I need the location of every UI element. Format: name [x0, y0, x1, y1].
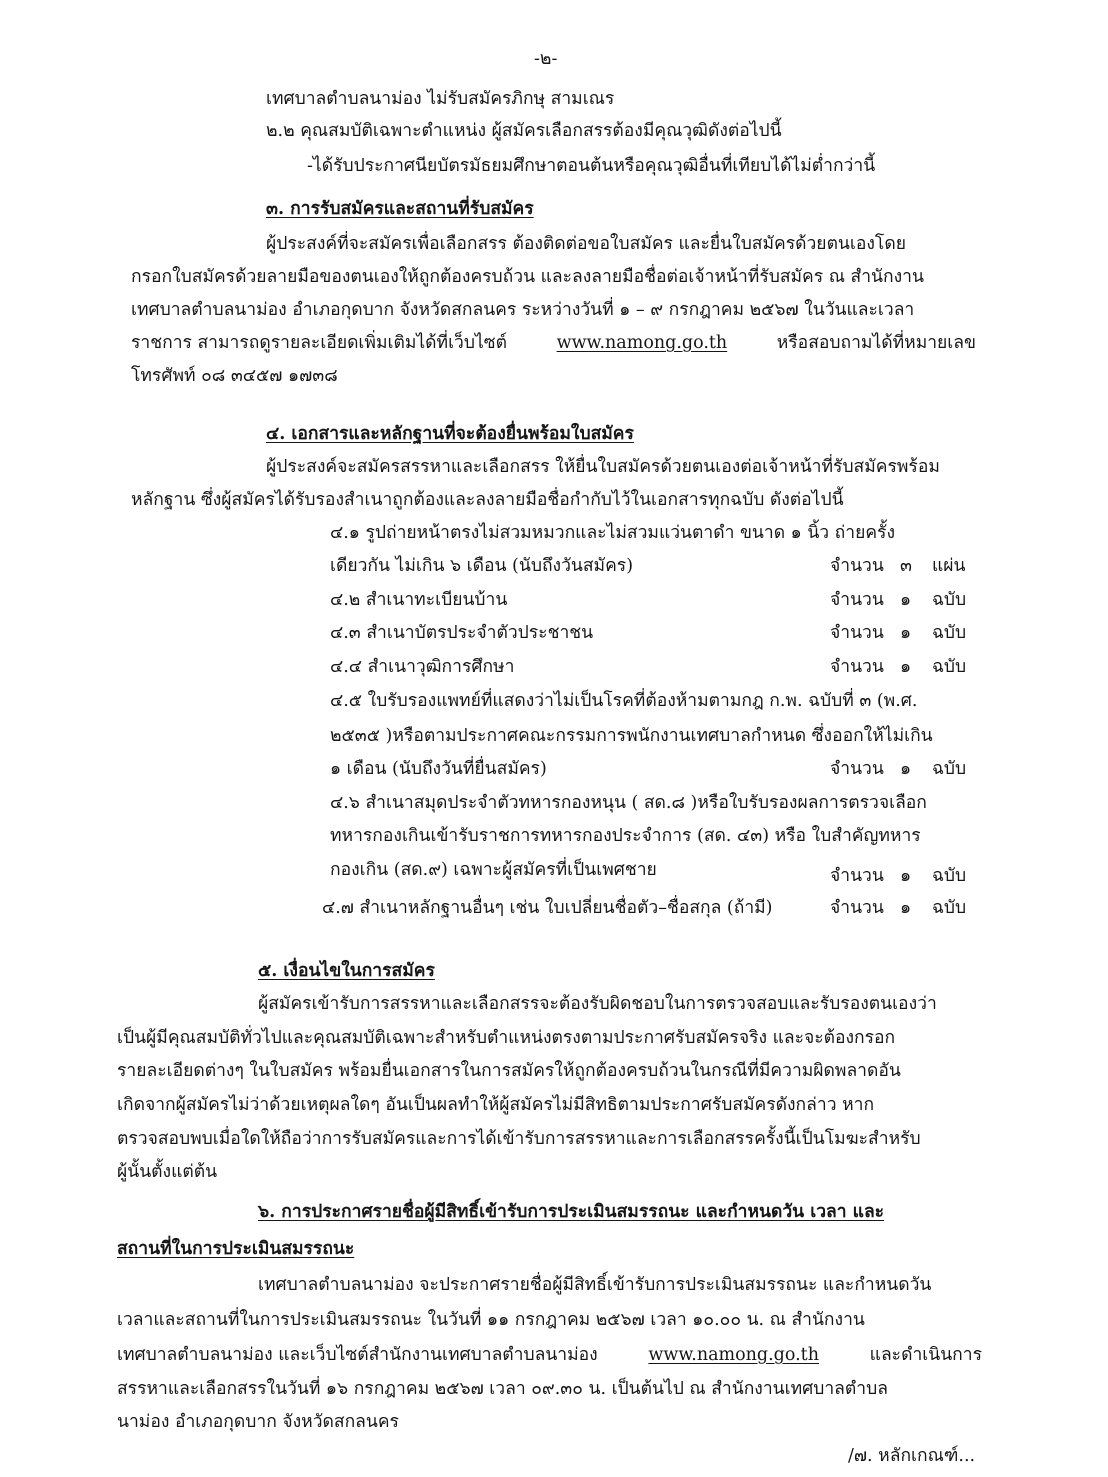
section5-line-1: ผู้สมัครเข้ารับการสรรหาและเลือกสรรจะต้องรับผิดชอบในการตรวจสอบและรับรองตนเองว่า — [258, 994, 937, 1014]
quantity-label: จำนวน — [830, 866, 884, 886]
section4-line-1: ผู้ประสงค์จะสมัครสรรหาและเลือกสรร ให้ยื่นใบสมัครด้วยตนเองต่อเจ้าหน้าที่รับสมัครพร้อม — [266, 457, 940, 477]
doc-item-4-7: ๔.๗ สำเนาหลักฐานอื่นๆ เช่น ใบเปลี่ยนชื่อตัว–ชื่อสกุล (ถ้ามี) — [322, 898, 773, 918]
doc-item-4-3: ๔.๓ สำเนาบัตรประจำตัวประชาชน — [330, 623, 594, 643]
section3-heading: ๓. การรับสมัครและสถานที่รับสมัคร — [266, 199, 534, 219]
quantity-value: ๓ — [900, 556, 912, 576]
doc-item-4-5-line-2: ๒๕๓๕ )หรือตามประกาศคณะกรรมการพนักงานเทศบาลกำหนด ซึ่งออกให้ไม่เกิน — [330, 726, 933, 746]
section6-line-2: เวลาและสถานที่ในการประเมินสมรรถนะ ในวันที่ ๑๑ กรกฎาคม ๒๕๖๗ เวลา ๑๐.๐๐ น. ณ สำนักงาน — [117, 1310, 865, 1330]
doc-item-4-1-line-2: เดียวกัน ไม่เกิน ๖ เดือน (นับถึงวันสมัคร) — [330, 556, 634, 576]
section5-line-3: รายละเอียดต่างๆ ในใบสมัคร พร้อมยื่นเอกสารในการสมัครให้ถูกต้องครบถ้วนในกรณีที่มีความผิดพลาดอัน — [117, 1061, 901, 1081]
quantity-value: ๑ — [900, 590, 912, 610]
page-number: -๒- — [534, 49, 558, 69]
quantity-value: ๑ — [900, 759, 912, 779]
intro-line-2: ๒.๒ คุณสมบัติเฉพาะตำแหน่ง ผู้สมัครเลือกสรรต้องมีคุณวุฒิดังต่อไปนี้ — [266, 121, 782, 141]
section5-line-2: เป็นผู้มีคุณสมบัติทั่วไปและคุณสมบัติเฉพาะสำหรับตำแหน่งตรงตามประกาศรับสมัครจริง และจะต้องกรอก — [117, 1028, 896, 1048]
doc-item-4-6-line-3: กองเกิน (สด.๙) เฉพาะผู้สมัครที่เป็นเพศชาย — [330, 860, 657, 880]
doc-item-4-2: ๔.๒ สำเนาทะเบียนบ้าน — [330, 590, 508, 610]
section3-line-2: กรอกใบสมัครด้วยลายมือของตนเองให้ถูกต้องครบถ้วน และลงลายมือชื่อต่อเจ้าหน้าที่รับสมัคร ณ สำนักงาน — [131, 267, 924, 287]
quantity-label: จำนวน — [830, 657, 884, 677]
doc-item-4-3-quantity — [830, 618, 966, 648]
quantity-value: ๑ — [900, 657, 912, 677]
quantity-unit: ฉบับ — [932, 623, 967, 643]
section3-line-3: เทศบาลตำบลนาม่อง อำเภอกุดบาก จังหวัดสกลนคร ระหว่างวันที่ ๑ – ๙ กรกฎาคม ๒๕๖๗ ในวันและเวลา — [131, 300, 915, 320]
doc-item-4-4: ๔.๔ สำเนาวุฒิการศึกษา — [330, 657, 515, 677]
doc-item-4-5-quantity — [830, 754, 966, 784]
section6-line-1: เทศบาลตำบลนาม่อง จะประกาศรายชื่อผู้มีสิทธิ์เข้ารับการประเมินสมรรถนะ และกำหนดวัน — [258, 1275, 932, 1295]
section3-line-5: โทรศัพท์ ๐๘ ๓๔๕๗ ๑๗๓๘ — [131, 366, 338, 386]
intro-line-3: -ได้รับประกาศนียบัตรมัธยมศึกษาตอนต้นหรือคุณวุฒิอื่นที่เทียบได้ไม่ต่ำกว่านี้ — [307, 156, 876, 176]
section4-line-2: หลักฐาน ซึ่งผู้สมัครได้รับรองสำเนาถูกต้องและลงลายมือชื่อกำกับไว้ในเอกสารทุกฉบับ ดังต่อไปนี้ — [131, 490, 844, 510]
section6-line-3 — [117, 1340, 982, 1370]
website-link[interactable]: www.namong.go.th — [648, 1345, 819, 1365]
section4-heading: ๔. เอกสารและหลักฐานที่จะต้องยื่นพร้อมใบสมัคร — [266, 424, 634, 444]
quantity-label: จำนวน — [830, 759, 884, 779]
doc-item-4-5-line-3: ๑ เดือน (นับถึงวันที่ยื่นสมัคร) — [330, 759, 547, 779]
quantity-unit: ฉบับ — [932, 657, 967, 677]
quantity-unit: ฉบับ — [932, 898, 967, 918]
section6-line-4: สรรหาและเลือกสรรในวันที่ ๑๖ กรกฎาคม ๒๕๖๗ เวลา ๐๙.๓๐ น. เป็นต้นไป ณ สำนักงานเทศบาลตำบล — [117, 1379, 888, 1399]
doc-item-4-6-line-2: ทหารกองเกินเข้ารับราชการทหารกองประจำการ (สด. ๔๓) หรือ ใบสำคัญทหาร — [330, 826, 921, 846]
section3-line-4 — [131, 328, 976, 358]
section5-line-4: เกิดจากผู้สมัครไม่ว่าด้วยเหตุผลใดๆ อันเป็นผลทำให้ผู้สมัครไม่มีสิทธิตามประกาศรับสมัครดังกล่าว หาก — [117, 1095, 875, 1115]
quantity-unit: ฉบับ — [932, 759, 967, 779]
section6-heading-line-2: สถานที่ในการประเมินสมรรถนะ — [117, 1239, 355, 1259]
section5-line-6: ผู้นั้นตั้งแต่ต้น — [117, 1162, 218, 1182]
quantity-value: ๑ — [900, 623, 912, 643]
doc-item-4-7-quantity — [830, 893, 966, 923]
quantity-label: จำนวน — [830, 556, 884, 576]
doc-item-4-5-line-1: ๔.๕ ใบรับรองแพทย์ที่แสดงว่าไม่เป็นโรคที่ต้องห้ามตามกฎ ก.พ. ฉบับที่ ๓ (พ.ศ. — [330, 691, 918, 711]
doc-item-4-6-quantity — [830, 861, 966, 891]
intro-line-1: เทศบาลตำบลนาม่อง ไม่รับสมัครภิกษุ สามเณร — [266, 89, 615, 109]
section3-line-4-text-a: ราชการ สามารถดูรายละเอียดเพิ่มเติมได้ที่เว็บไซต์ — [131, 333, 508, 353]
section6-heading-line-1: ๖. การประกาศรายชื่อผู้มีสิทธิ์เข้ารับการประเมินสมรรถนะ และกำหนดวัน เวลา และ — [258, 1202, 885, 1222]
doc-item-4-6-line-1: ๔.๖ สำเนาสมุดประจำตัวทหารกองหนุน ( สด.๘ )หรือใบรับรองผลการตรวจเลือก — [330, 793, 927, 813]
section3-line-4-text-b: หรือสอบถามได้ที่หมายเลข — [776, 333, 976, 353]
quantity-label: จำนวน — [830, 590, 884, 610]
section6-line-3-text-a: เทศบาลตำบลนาม่อง และเว็บไซต์สำนักงานเทศบาลตำบลนาม่อง — [117, 1345, 598, 1365]
quantity-unit: ฉบับ — [932, 590, 967, 610]
next-page-indicator: /๗. หลักเกณฑ์... — [848, 1446, 976, 1466]
quantity-value: ๑ — [900, 866, 912, 886]
doc-item-4-1-line-1: ๔.๑ รูปถ่ายหน้าตรงไม่สวมหมวกและไม่สวมแว่นตาดำ ขนาด ๑ นิ้ว ถ่ายครั้ง — [330, 523, 895, 543]
quantity-unit: ฉบับ — [932, 866, 967, 886]
section3-line-1: ผู้ประสงค์ที่จะสมัครเพื่อเลือกสรร ต้องติดต่อขอใบสมัคร และยื่นใบสมัครด้วยตนเองโดย — [266, 234, 906, 254]
quantity-unit: แผ่น — [932, 556, 966, 576]
doc-item-4-1-quantity — [830, 551, 966, 581]
website-link[interactable]: www.namong.go.th — [556, 333, 728, 353]
section6-line-5: นาม่อง อำเภอกุดบาก จังหวัดสกลนคร — [117, 1412, 399, 1432]
section5-heading: ๕. เงื่อนไขในการสมัคร — [258, 961, 435, 981]
doc-item-4-4-quantity — [830, 652, 966, 682]
quantity-value: ๑ — [900, 898, 912, 918]
doc-item-4-2-quantity — [830, 585, 966, 615]
section5-line-5: ตรวจสอบพบเมื่อใดให้ถือว่าการรับสมัครและการได้เข้ารับการสรรหาและการเลือกสรรครั้งนี้เป็นโมฆะสำหรับ — [117, 1129, 921, 1149]
quantity-label: จำนวน — [830, 623, 884, 643]
quantity-label: จำนวน — [830, 898, 884, 918]
section6-line-3-text-b: และดำเนินการ — [869, 1345, 982, 1365]
